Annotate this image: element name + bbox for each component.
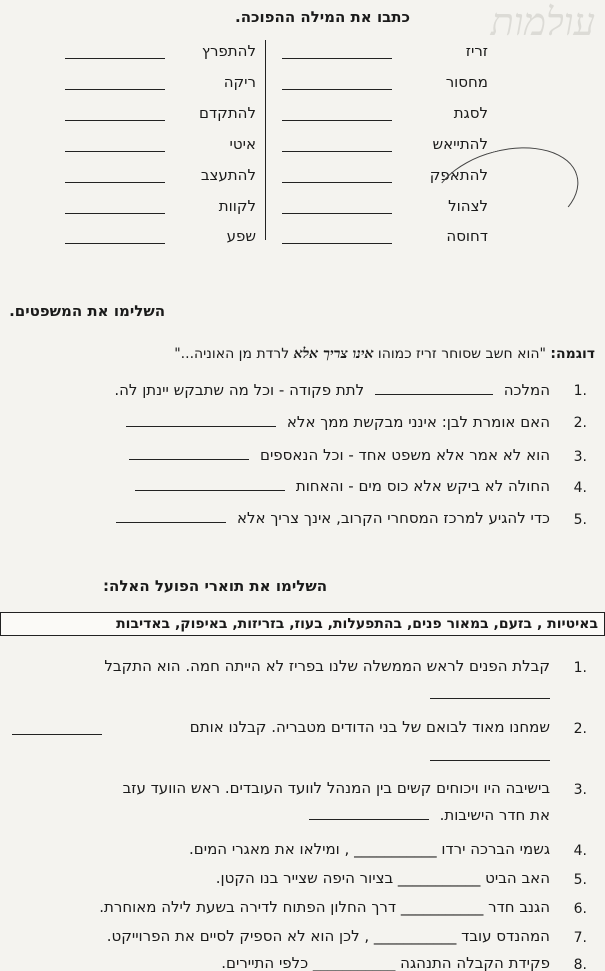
- item-number: 2.: [573, 721, 587, 737]
- answer-line[interactable]: [65, 182, 165, 183]
- answer-line[interactable]: [282, 213, 392, 214]
- adverb-sentence-8: פקידת הקבלה התנהגה ___________ כלפי התיירים.: [221, 954, 550, 971]
- word-right-7: דחוסה: [446, 227, 488, 245]
- answer-line[interactable]: [282, 58, 392, 59]
- adverb-sentence-3: בישיבה היו ויכוחים קשים בין המנהל לוועד העובדים. ראש הוועד עזב: [122, 779, 550, 797]
- answer-line[interactable]: [12, 734, 102, 735]
- answer-line[interactable]: [282, 120, 392, 121]
- word-left-4: איטי: [229, 135, 256, 153]
- item-number: 2.: [573, 415, 587, 431]
- item-number: 1.: [573, 660, 587, 676]
- answer-line[interactable]: [129, 459, 249, 460]
- adverb-sentence-6: הגנב חדר ___________ דרך החלון הפתוח לדירה בשעת לילה מאוחרת.: [99, 898, 550, 916]
- word-left-1: להתפרץ: [201, 42, 256, 60]
- word-right-4: להתייאש: [432, 135, 488, 153]
- example-tail: לרדת מן האוניה...": [174, 346, 290, 362]
- example-line: [174, 346, 595, 363]
- sentence-1: המלכה לתת פקודה - וכל מה שתבקש יינתן לה.: [114, 381, 550, 399]
- adverb-sentence-2: שמחנו מאוד לבואם של בני הדודים מטבריה. קבלנו אותם: [189, 718, 550, 736]
- answer-line[interactable]: [126, 426, 276, 427]
- word-left-3: להתקדם: [199, 104, 256, 122]
- sentence-3: הוא לא אמר אלא משפט אחד - וכל הנאספים: [123, 446, 550, 464]
- item-number: 4.: [573, 480, 587, 496]
- item-number: 1.: [573, 383, 587, 399]
- adverb-sentence-1: קבלת הפנים לראש הממשלה שלנו בפריז לא הייתה חמה. הוא התקבל: [104, 657, 550, 675]
- answer-line[interactable]: [282, 182, 392, 183]
- adverb-sentence-5: האב הביט ___________ בציור היפה שצייר בנו הקטן.: [215, 869, 550, 887]
- item-number: 4.: [573, 843, 587, 859]
- answer-line[interactable]: [430, 698, 550, 699]
- answer-line[interactable]: [282, 89, 392, 90]
- example-label: דוגמה:: [550, 346, 595, 362]
- example-handwritten: אינו צריך אלא: [293, 346, 374, 362]
- answer-line[interactable]: [65, 213, 165, 214]
- word-right-3: לסגת: [453, 104, 488, 122]
- sentence-4: החולה לא ביקש אלא כוס מים - והאחות: [129, 477, 550, 495]
- adverb-sentence-4: גשמי הברכה ירדו ___________ , ומילאו את מאגרי המים.: [189, 840, 550, 858]
- answer-line[interactable]: [65, 58, 165, 59]
- word-left-2: ריקה: [223, 73, 256, 91]
- section1-title: כתבו את המילה ההפוכה.: [235, 8, 410, 26]
- answer-line[interactable]: [430, 760, 550, 761]
- item-number: 7.: [573, 930, 587, 946]
- answer-line[interactable]: [65, 243, 165, 244]
- column-divider: [265, 40, 266, 240]
- word-left-6: לקוות: [218, 197, 256, 215]
- section3-title: השלימו את תוארי הפועל האלה:: [103, 577, 327, 595]
- word-right-1: זריז: [465, 42, 488, 60]
- item-number: 3.: [573, 782, 587, 798]
- adverb-sentence-3b: את חדר הישיבות.: [303, 806, 550, 824]
- word-bank-box: באיטיות , בזעם, במאור פנים, בהתפעלות, בעוז, בזריזות, באיפוק, באדיבות: [0, 612, 605, 636]
- answer-line[interactable]: [135, 490, 285, 491]
- section2-title: השלימו את המשפטים.: [9, 302, 165, 320]
- word-left-7: שפע: [226, 227, 256, 245]
- word-right-6: לצהול: [448, 197, 488, 215]
- answer-line[interactable]: [65, 151, 165, 152]
- example-text: "הוא חשב שסוחר זריז כמוהו: [377, 346, 546, 362]
- item-number: 6.: [573, 901, 587, 917]
- item-number: 8.: [573, 957, 587, 971]
- answer-line[interactable]: [116, 522, 226, 523]
- sentence-5: כדי להגיע למרכז המסחרי הקרוב, אינך צריך אלא: [110, 509, 550, 527]
- answer-line[interactable]: [65, 120, 165, 121]
- item-number: 5.: [573, 512, 587, 528]
- word-left-5: להתעצב: [200, 166, 256, 184]
- faint-background-title: עולמות: [490, 0, 595, 44]
- word-right-2: מחסור: [445, 73, 488, 91]
- answer-line[interactable]: [282, 243, 392, 244]
- word-right-5: להתאפק: [429, 166, 488, 184]
- adverb-sentence-7: המהנדס עובד ___________ , לכן הוא לא הספיק לסיים את הפרוייקט.: [106, 927, 550, 945]
- sentence-2: האם אומרת לבן: אינני מבקשת ממך אלא: [120, 413, 550, 431]
- answer-line[interactable]: [65, 89, 165, 90]
- answer-line[interactable]: [375, 394, 493, 395]
- item-number: 5.: [573, 872, 587, 888]
- item-number: 3.: [573, 449, 587, 465]
- answer-line[interactable]: [282, 151, 392, 152]
- answer-line[interactable]: [309, 819, 429, 820]
